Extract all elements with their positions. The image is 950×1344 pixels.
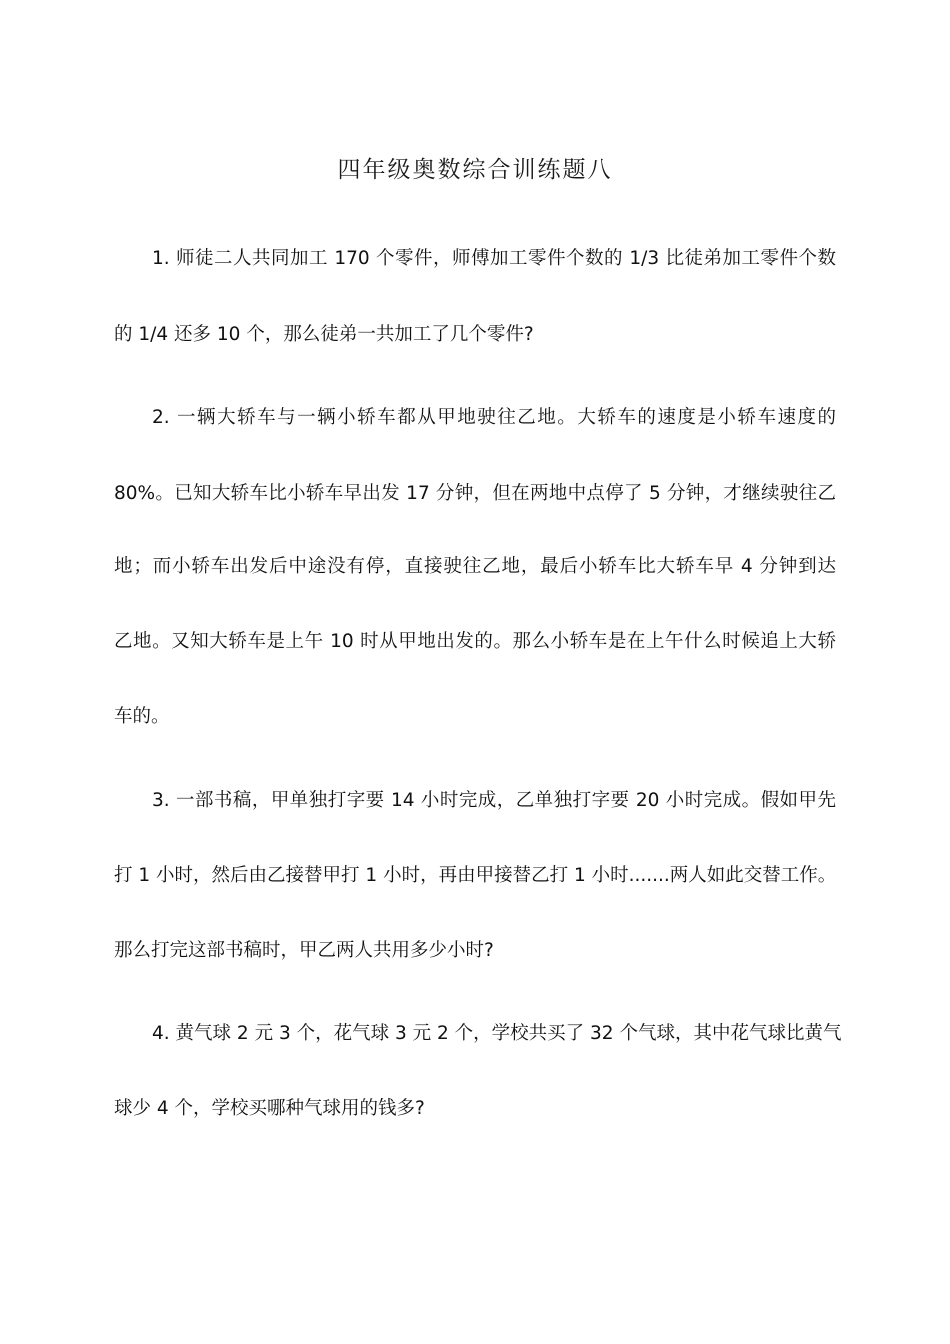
question-4-line-2: 球少 4 个，学校买哪种气球用的钱多? <box>114 1098 425 1119</box>
question-3-line-2: 打 1 小时，然后由乙接替甲打 1 小时，再由甲接替乙打 1 小时.......两人如此交替工作。 <box>114 865 837 886</box>
question-3-line-1: 3. 一部书稿，甲单独打字要 14 小时完成，乙单独打字要 20 小时完成。假如甲先 <box>152 790 836 811</box>
question-2-line-3: 地；而小轿车出发后中途没有停，直接驶往乙地，最后小轿车比大轿车早 4 分钟到达 <box>114 556 836 577</box>
page-title: 四年级奥数综合训练题八 <box>337 157 613 183</box>
question-2-line-5: 车的。 <box>114 706 170 727</box>
question-4-line-1: 4. 黄气球 2 元 3 个，花气球 3 元 2 个，学校共买了 32 个气球，其中花气球比黄气 <box>152 1023 842 1044</box>
question-3-line-3: 那么打完这部书稿时，甲乙两人共用多少小时? <box>114 940 494 961</box>
question-2-line-2: 80%。已知大轿车比小轿车早出发 17 分钟，但在两地中点停了 5 分钟，才继续驶往乙 <box>114 483 836 504</box>
question-1-line-2: 的 1/4 还多 10 个，那么徒弟一共加工了几个零件? <box>114 324 534 345</box>
question-1-line-1: 1. 师徒二人共同加工 170 个零件，师傅加工零件个数的 1/3 比徒弟加工零件个数 <box>152 248 836 269</box>
question-2-line-1: 2. 一辆大轿车与一辆小轿车都从甲地驶往乙地。大轿车的速度是小轿车速度的 <box>152 407 836 428</box>
question-2-line-4: 乙地。又知大轿车是上午 10 时从甲地出发的。那么小轿车是在上午什么时候追上大轿 <box>114 631 836 652</box>
